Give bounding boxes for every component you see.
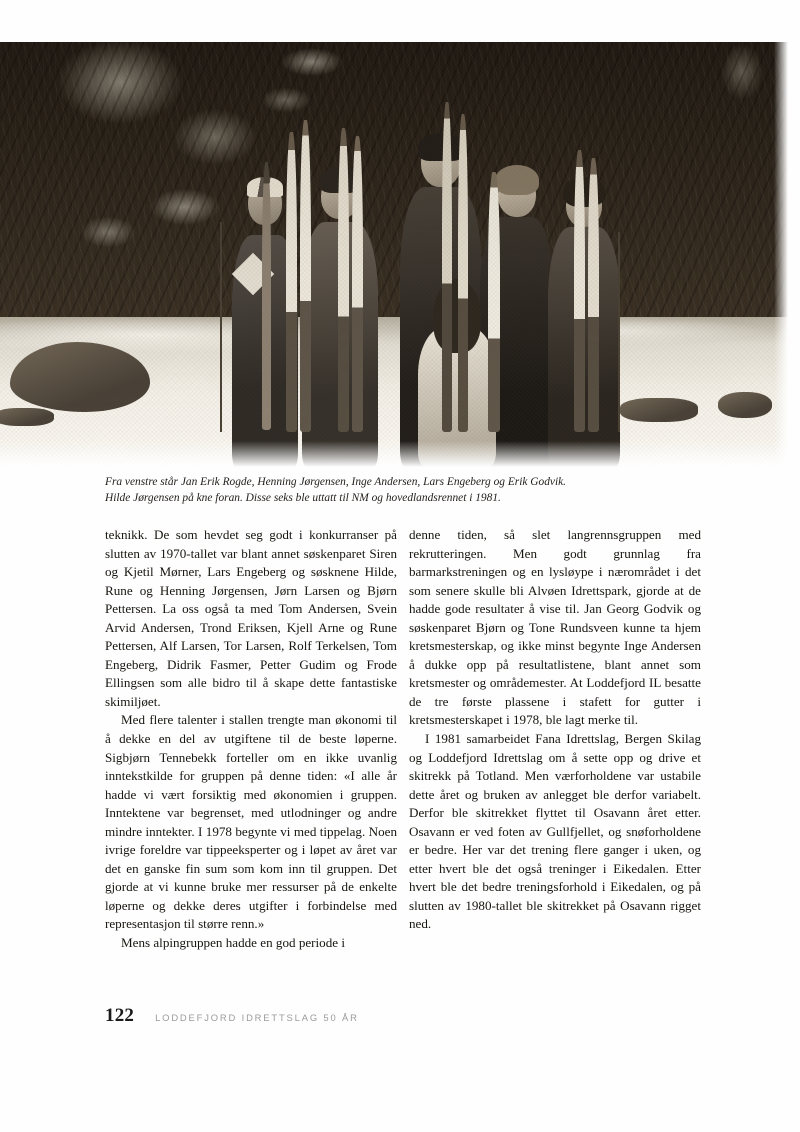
page-footer [105, 1005, 359, 1027]
right-column [409, 526, 701, 976]
archival-photograph [0, 42, 788, 467]
paragraph-left-2: Med flere talenter i stallen trengte man økonomi til å dekke en del av utgiftene til de beste løperne. Sigbjørn Tennebekk forteller om en ikke uvanlig inntekstkilde for gruppen på denne tiden: «I alle år hadde vi vært forsiktig med økonomien i gruppen. Inntektene var begrenset, med utlodninger og andre mindre inntekter. I 1978 begynte vi med tippelag. Noen ivrige foreldre var tippeeksperter og i løpet av året var det en ganske fin sum som kom inn til gruppen. Det gjorde at vi kunne bruke mer ressurser på de enkelte løperne og dekke deres utgifter i forbindelse med representasjon til større renn.» [105, 712, 397, 932]
photo-sepia-wash [0, 42, 788, 467]
left-column [105, 526, 397, 976]
photo-right-fade [774, 42, 788, 467]
paragraph-left-1: teknikk. De som hevdet seg godt i konkurranser på slutten av 1970-tallet var blant annet søskenparet Siren og Kjetil Mørner, Lars Engeberg og søsknene Hilde, Rune og Henning Jørgensen, Jørn Larsen og Bjørn Pettersen. La oss også ta med Tom Andersen, Svein Arvid Andersen, Trond Eriksen, Kjell Arne og Rune Pettersen, Alf Larsen, Tor Larsen, Rolf Terkelsen, Tom Engeberg, Didrik Fasmer, Petter Gudim og Frode Ellingsen som alle bidro til å skape dette fantastiske skimiljøet. [105, 527, 397, 709]
photo-bottom-fade [0, 441, 788, 467]
body-text-columns [105, 526, 702, 976]
paragraph-left-3: Mens alpingruppen hadde en god periode i [121, 935, 345, 951]
running-head: LODDEFJORD IDRETTSLAG 50 ÅR [155, 1012, 359, 1023]
paragraph-right-1: denne tiden, så slet langrennsgruppen med rekrutteringen. Men godt grunnlag fra barmarkstreningen og en lysløype i nærområdet i det som senere skulle bli Alvøen Idrettspark, gjorde at de hadde gode resultater å vise til. Jan Georg Godvik og søskenparet Bjørn og Tone Rundsveen kunne ta hjem kretsmesterskap, og ikke minst begynte Inge Andersen å dukke opp på resultatlistene, blant annet som kretsmester og områdemester. At Loddefjord IL besatte de tre første plassene i stafett for gutter i kretsmesterskapet i 1978, ble lagt merke til. [409, 527, 701, 728]
paragraph-right-2: I 1981 samarbeidet Fana Idrettslag, Bergen Skilag og Loddefjord Idrettslag om å sette opp og drive et skitrekk på Totland. Men værforholdene var ustabile dette året og bruken av anlegget ble derfor variabelt. Derfor ble skitrekket flyttet til Osavann året etter. Osavann er ved foten av Gullfjellet, og snøforholdene er bedre. Her var det trening flere ganger i uken, og etter hvert ble det også treninger i Eikedalen. Etter hvert ble det bedre treningsforhold i Eikedalen, og på slutten av 1980-tallet ble skitrekket på Osavann rigget ned. [409, 731, 701, 932]
caption-line-1: Fra venstre står Jan Erik Rogde, Henning Jørgensen, Inge Andersen, Lars Engeberg og Erik Godvik. [105, 476, 567, 488]
caption-line-2: Hilde Jørgensen på kne foran. Disse seks ble uttatt til NM og hovedlandsrennet i 1981. [105, 492, 501, 505]
page-number: 122 [105, 1005, 135, 1026]
photo-figure [0, 42, 788, 467]
photo-caption [105, 474, 705, 506]
